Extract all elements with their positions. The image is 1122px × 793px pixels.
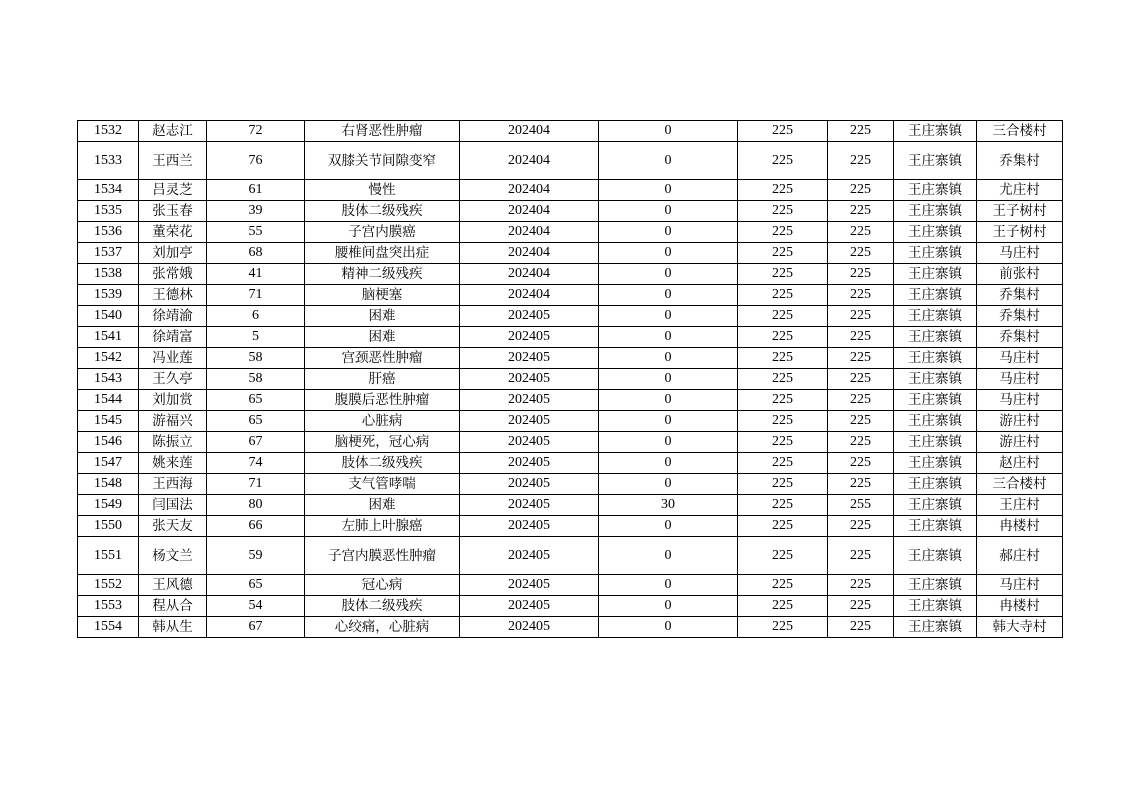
reason-cell: 心脏病 xyxy=(305,411,460,432)
extra-amount-cell: 0 xyxy=(599,453,738,474)
month-cell: 202404 xyxy=(460,121,599,142)
person-name-cell: 张玉春 xyxy=(139,201,207,222)
table-row xyxy=(78,285,1063,306)
person-name-cell: 游福兴 xyxy=(139,411,207,432)
serial-number-cell: 1553 xyxy=(78,596,139,617)
table-row xyxy=(78,617,1063,638)
village-cell: 赵庄村 xyxy=(977,453,1063,474)
total-amount-cell: 225 xyxy=(828,327,894,348)
town-cell: 王庄寨镇 xyxy=(894,390,977,411)
reason-cell: 困难 xyxy=(305,495,460,516)
age-cell: 55 xyxy=(207,222,305,243)
table-body xyxy=(78,121,1063,638)
assistance-table xyxy=(77,120,1063,638)
town-cell: 王庄寨镇 xyxy=(894,327,977,348)
table-row xyxy=(78,596,1063,617)
person-name-cell: 张常娥 xyxy=(139,264,207,285)
extra-amount-cell: 0 xyxy=(599,432,738,453)
table-row xyxy=(78,264,1063,285)
month-cell: 202405 xyxy=(460,369,599,390)
base-amount-cell: 225 xyxy=(738,306,828,327)
total-amount-cell: 225 xyxy=(828,432,894,453)
serial-number-cell: 1551 xyxy=(78,537,139,575)
month-cell: 202405 xyxy=(460,575,599,596)
month-cell: 202405 xyxy=(460,596,599,617)
age-cell: 68 xyxy=(207,243,305,264)
extra-amount-cell: 0 xyxy=(599,142,738,180)
reason-cell: 腰椎间盘突出症 xyxy=(305,243,460,264)
reason-cell: 肢体二级残疾 xyxy=(305,201,460,222)
town-cell: 王庄寨镇 xyxy=(894,516,977,537)
month-cell: 202405 xyxy=(460,390,599,411)
total-amount-cell: 225 xyxy=(828,243,894,264)
base-amount-cell: 225 xyxy=(738,537,828,575)
village-cell: 游庄村 xyxy=(977,411,1063,432)
reason-cell: 肢体二级残疾 xyxy=(305,596,460,617)
month-cell: 202404 xyxy=(460,142,599,180)
total-amount-cell: 225 xyxy=(828,411,894,432)
base-amount-cell: 225 xyxy=(738,369,828,390)
age-cell: 61 xyxy=(207,180,305,201)
base-amount-cell: 225 xyxy=(738,264,828,285)
age-cell: 65 xyxy=(207,575,305,596)
serial-number-cell: 1550 xyxy=(78,516,139,537)
town-cell: 王庄寨镇 xyxy=(894,474,977,495)
total-amount-cell: 225 xyxy=(828,369,894,390)
village-cell: 马庄村 xyxy=(977,243,1063,264)
reason-cell: 精神二级残疾 xyxy=(305,264,460,285)
extra-amount-cell: 0 xyxy=(599,369,738,390)
serial-number-cell: 1547 xyxy=(78,453,139,474)
total-amount-cell: 225 xyxy=(828,390,894,411)
serial-number-cell: 1545 xyxy=(78,411,139,432)
month-cell: 202404 xyxy=(460,201,599,222)
person-name-cell: 姚来莲 xyxy=(139,453,207,474)
person-name-cell: 吕灵芝 xyxy=(139,180,207,201)
town-cell: 王庄寨镇 xyxy=(894,537,977,575)
person-name-cell: 董荣花 xyxy=(139,222,207,243)
person-name-cell: 王久亭 xyxy=(139,369,207,390)
person-name-cell: 赵志江 xyxy=(139,121,207,142)
village-cell: 三合楼村 xyxy=(977,474,1063,495)
age-cell: 71 xyxy=(207,474,305,495)
base-amount-cell: 225 xyxy=(738,474,828,495)
serial-number-cell: 1538 xyxy=(78,264,139,285)
reason-cell: 宫颈恶性肿瘤 xyxy=(305,348,460,369)
person-name-cell: 张天友 xyxy=(139,516,207,537)
reason-cell: 右肾恶性肿瘤 xyxy=(305,121,460,142)
serial-number-cell: 1535 xyxy=(78,201,139,222)
extra-amount-cell: 0 xyxy=(599,348,738,369)
reason-cell: 困难 xyxy=(305,306,460,327)
base-amount-cell: 225 xyxy=(738,453,828,474)
village-cell: 王子树村 xyxy=(977,201,1063,222)
age-cell: 58 xyxy=(207,369,305,390)
total-amount-cell: 225 xyxy=(828,180,894,201)
table-row xyxy=(78,180,1063,201)
table-row xyxy=(78,121,1063,142)
town-cell: 王庄寨镇 xyxy=(894,243,977,264)
town-cell: 王庄寨镇 xyxy=(894,306,977,327)
age-cell: 41 xyxy=(207,264,305,285)
reason-cell: 脑梗塞 xyxy=(305,285,460,306)
age-cell: 65 xyxy=(207,390,305,411)
total-amount-cell: 225 xyxy=(828,596,894,617)
reason-cell: 脑梗死，冠心病 xyxy=(305,432,460,453)
town-cell: 王庄寨镇 xyxy=(894,264,977,285)
age-cell: 66 xyxy=(207,516,305,537)
reason-cell: 慢性 xyxy=(305,180,460,201)
person-name-cell: 王西兰 xyxy=(139,142,207,180)
village-cell: 游庄村 xyxy=(977,432,1063,453)
age-cell: 5 xyxy=(207,327,305,348)
month-cell: 202405 xyxy=(460,411,599,432)
month-cell: 202405 xyxy=(460,306,599,327)
person-name-cell: 陈振立 xyxy=(139,432,207,453)
table-row xyxy=(78,369,1063,390)
month-cell: 202405 xyxy=(460,327,599,348)
base-amount-cell: 225 xyxy=(738,411,828,432)
serial-number-cell: 1537 xyxy=(78,243,139,264)
person-name-cell: 杨文兰 xyxy=(139,537,207,575)
serial-number-cell: 1543 xyxy=(78,369,139,390)
town-cell: 王庄寨镇 xyxy=(894,575,977,596)
base-amount-cell: 225 xyxy=(738,348,828,369)
age-cell: 67 xyxy=(207,432,305,453)
serial-number-cell: 1554 xyxy=(78,617,139,638)
extra-amount-cell: 0 xyxy=(599,516,738,537)
person-name-cell: 程从合 xyxy=(139,596,207,617)
extra-amount-cell: 0 xyxy=(599,411,738,432)
extra-amount-cell: 0 xyxy=(599,180,738,201)
table-row xyxy=(78,222,1063,243)
base-amount-cell: 225 xyxy=(738,142,828,180)
serial-number-cell: 1549 xyxy=(78,495,139,516)
person-name-cell: 刘加亭 xyxy=(139,243,207,264)
age-cell: 39 xyxy=(207,201,305,222)
age-cell: 80 xyxy=(207,495,305,516)
base-amount-cell: 225 xyxy=(738,596,828,617)
village-cell: 王子树村 xyxy=(977,222,1063,243)
base-amount-cell: 225 xyxy=(738,390,828,411)
person-name-cell: 刘加赏 xyxy=(139,390,207,411)
month-cell: 202405 xyxy=(460,474,599,495)
serial-number-cell: 1541 xyxy=(78,327,139,348)
month-cell: 202404 xyxy=(460,222,599,243)
base-amount-cell: 225 xyxy=(738,201,828,222)
person-name-cell: 徐靖富 xyxy=(139,327,207,348)
village-cell: 马庄村 xyxy=(977,348,1063,369)
age-cell: 72 xyxy=(207,121,305,142)
table-row xyxy=(78,243,1063,264)
base-amount-cell: 225 xyxy=(738,575,828,596)
village-cell: 马庄村 xyxy=(977,575,1063,596)
village-cell: 王庄村 xyxy=(977,495,1063,516)
table-row xyxy=(78,348,1063,369)
town-cell: 王庄寨镇 xyxy=(894,596,977,617)
serial-number-cell: 1539 xyxy=(78,285,139,306)
base-amount-cell: 225 xyxy=(738,121,828,142)
person-name-cell: 王西海 xyxy=(139,474,207,495)
base-amount-cell: 225 xyxy=(738,180,828,201)
town-cell: 王庄寨镇 xyxy=(894,348,977,369)
extra-amount-cell: 0 xyxy=(599,617,738,638)
serial-number-cell: 1532 xyxy=(78,121,139,142)
base-amount-cell: 225 xyxy=(738,516,828,537)
table-row xyxy=(78,474,1063,495)
month-cell: 202405 xyxy=(460,516,599,537)
table-row xyxy=(78,516,1063,537)
reason-cell: 腹膜后恶性肿瘤 xyxy=(305,390,460,411)
serial-number-cell: 1552 xyxy=(78,575,139,596)
village-cell: 前张村 xyxy=(977,264,1063,285)
base-amount-cell: 225 xyxy=(738,327,828,348)
total-amount-cell: 225 xyxy=(828,575,894,596)
total-amount-cell: 225 xyxy=(828,142,894,180)
extra-amount-cell: 0 xyxy=(599,222,738,243)
month-cell: 202405 xyxy=(460,432,599,453)
base-amount-cell: 225 xyxy=(738,495,828,516)
village-cell: 乔集村 xyxy=(977,142,1063,180)
extra-amount-cell: 0 xyxy=(599,327,738,348)
village-cell: 韩大寺村 xyxy=(977,617,1063,638)
village-cell: 冉楼村 xyxy=(977,516,1063,537)
age-cell: 67 xyxy=(207,617,305,638)
town-cell: 王庄寨镇 xyxy=(894,180,977,201)
serial-number-cell: 1544 xyxy=(78,390,139,411)
age-cell: 59 xyxy=(207,537,305,575)
age-cell: 58 xyxy=(207,348,305,369)
extra-amount-cell: 0 xyxy=(599,575,738,596)
reason-cell: 冠心病 xyxy=(305,575,460,596)
extra-amount-cell: 0 xyxy=(599,201,738,222)
town-cell: 王庄寨镇 xyxy=(894,411,977,432)
month-cell: 202404 xyxy=(460,264,599,285)
town-cell: 王庄寨镇 xyxy=(894,121,977,142)
village-cell: 郝庄村 xyxy=(977,537,1063,575)
table-row xyxy=(78,411,1063,432)
table-row xyxy=(78,575,1063,596)
table-row xyxy=(78,432,1063,453)
village-cell: 尤庄村 xyxy=(977,180,1063,201)
total-amount-cell: 225 xyxy=(828,285,894,306)
serial-number-cell: 1548 xyxy=(78,474,139,495)
extra-amount-cell: 0 xyxy=(599,474,738,495)
extra-amount-cell: 0 xyxy=(599,306,738,327)
town-cell: 王庄寨镇 xyxy=(894,369,977,390)
serial-number-cell: 1534 xyxy=(78,180,139,201)
reason-cell: 子宫内膜恶性肿瘤 xyxy=(305,537,460,575)
village-cell: 冉楼村 xyxy=(977,596,1063,617)
person-name-cell: 闫国法 xyxy=(139,495,207,516)
reason-cell: 肢体二级残疾 xyxy=(305,453,460,474)
table-row xyxy=(78,495,1063,516)
extra-amount-cell: 0 xyxy=(599,285,738,306)
table-row xyxy=(78,327,1063,348)
person-name-cell: 王风德 xyxy=(139,575,207,596)
extra-amount-cell: 0 xyxy=(599,390,738,411)
reason-cell: 双膝关节间隙变窄 xyxy=(305,142,460,180)
extra-amount-cell: 0 xyxy=(599,121,738,142)
person-name-cell: 王德林 xyxy=(139,285,207,306)
village-cell: 乔集村 xyxy=(977,327,1063,348)
reason-cell: 子宫内膜癌 xyxy=(305,222,460,243)
town-cell: 王庄寨镇 xyxy=(894,432,977,453)
table-row xyxy=(78,390,1063,411)
age-cell: 65 xyxy=(207,411,305,432)
table-row xyxy=(78,453,1063,474)
serial-number-cell: 1536 xyxy=(78,222,139,243)
town-cell: 王庄寨镇 xyxy=(894,495,977,516)
serial-number-cell: 1533 xyxy=(78,142,139,180)
village-cell: 乔集村 xyxy=(977,285,1063,306)
extra-amount-cell: 0 xyxy=(599,596,738,617)
table-row xyxy=(78,142,1063,180)
month-cell: 202404 xyxy=(460,243,599,264)
extra-amount-cell: 0 xyxy=(599,243,738,264)
extra-amount-cell: 30 xyxy=(599,495,738,516)
town-cell: 王庄寨镇 xyxy=(894,201,977,222)
total-amount-cell: 225 xyxy=(828,264,894,285)
month-cell: 202405 xyxy=(460,495,599,516)
village-cell: 马庄村 xyxy=(977,390,1063,411)
base-amount-cell: 225 xyxy=(738,222,828,243)
person-name-cell: 冯业莲 xyxy=(139,348,207,369)
village-cell: 乔集村 xyxy=(977,306,1063,327)
base-amount-cell: 225 xyxy=(738,285,828,306)
reason-cell: 支气管哮喘 xyxy=(305,474,460,495)
serial-number-cell: 1546 xyxy=(78,432,139,453)
town-cell: 王庄寨镇 xyxy=(894,222,977,243)
total-amount-cell: 255 xyxy=(828,495,894,516)
village-cell: 三合楼村 xyxy=(977,121,1063,142)
table-row xyxy=(78,201,1063,222)
person-name-cell: 徐靖渝 xyxy=(139,306,207,327)
total-amount-cell: 225 xyxy=(828,474,894,495)
extra-amount-cell: 0 xyxy=(599,537,738,575)
village-cell: 马庄村 xyxy=(977,369,1063,390)
serial-number-cell: 1540 xyxy=(78,306,139,327)
month-cell: 202404 xyxy=(460,180,599,201)
total-amount-cell: 225 xyxy=(828,306,894,327)
base-amount-cell: 225 xyxy=(738,432,828,453)
serial-number-cell: 1542 xyxy=(78,348,139,369)
month-cell: 202405 xyxy=(460,348,599,369)
total-amount-cell: 225 xyxy=(828,348,894,369)
age-cell: 54 xyxy=(207,596,305,617)
reason-cell: 困难 xyxy=(305,327,460,348)
total-amount-cell: 225 xyxy=(828,121,894,142)
town-cell: 王庄寨镇 xyxy=(894,453,977,474)
total-amount-cell: 225 xyxy=(828,617,894,638)
reason-cell: 心绞痛，心脏病 xyxy=(305,617,460,638)
town-cell: 王庄寨镇 xyxy=(894,142,977,180)
base-amount-cell: 225 xyxy=(738,617,828,638)
month-cell: 202405 xyxy=(460,537,599,575)
age-cell: 71 xyxy=(207,285,305,306)
reason-cell: 肝癌 xyxy=(305,369,460,390)
base-amount-cell: 225 xyxy=(738,243,828,264)
total-amount-cell: 225 xyxy=(828,222,894,243)
total-amount-cell: 225 xyxy=(828,453,894,474)
town-cell: 王庄寨镇 xyxy=(894,617,977,638)
total-amount-cell: 225 xyxy=(828,201,894,222)
month-cell: 202405 xyxy=(460,617,599,638)
total-amount-cell: 225 xyxy=(828,537,894,575)
extra-amount-cell: 0 xyxy=(599,264,738,285)
total-amount-cell: 225 xyxy=(828,516,894,537)
town-cell: 王庄寨镇 xyxy=(894,285,977,306)
month-cell: 202404 xyxy=(460,285,599,306)
age-cell: 6 xyxy=(207,306,305,327)
age-cell: 76 xyxy=(207,142,305,180)
month-cell: 202405 xyxy=(460,453,599,474)
age-cell: 74 xyxy=(207,453,305,474)
person-name-cell: 韩从生 xyxy=(139,617,207,638)
reason-cell: 左肺上叶腺癌 xyxy=(305,516,460,537)
table-row xyxy=(78,537,1063,575)
table-row xyxy=(78,306,1063,327)
